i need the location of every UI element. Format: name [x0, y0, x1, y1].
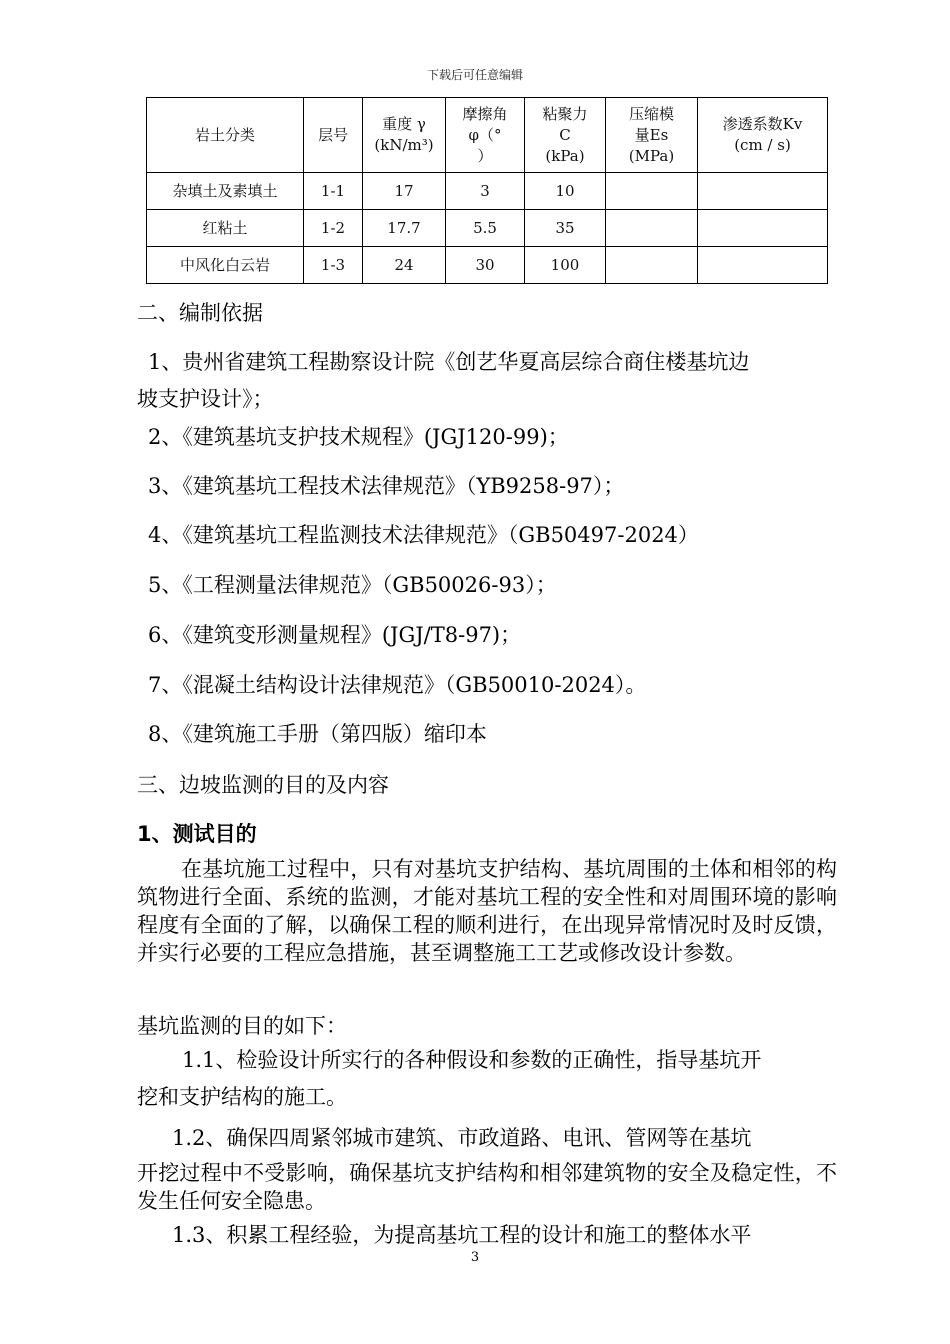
- col-header-unit-weight: 重度 γ (kN/m³): [363, 98, 446, 173]
- reference-item: 8、《建筑施工手册（第四版）缩印本: [148, 722, 487, 746]
- col-header-compression-modulus: 压缩模 量Es (MPa): [606, 98, 698, 173]
- intro-paragraph: 在基坑施工过程中，只有对基坑支护结构、基坑周围的土体和相邻的构筑物进行全面、系统的监测，才能对基坑工程的安全性和对周围环境的影响程度有全面的了解，以确保工程的顺利进行，在出现异常情况时及时反馈，并实行必要的工程应急措施，甚至调整施工工艺或修改设计参数。: [137, 857, 837, 965]
- reference-item: 7、《混凝土结构设计法律规范》（GB50010-2024）。: [148, 673, 647, 697]
- reference-item-1-line2: 坡支护设计》；: [137, 387, 274, 411]
- reference-item: 6、《建筑变形测量规程》(JGJ/T8-97)；: [148, 623, 522, 647]
- page-number: 3: [470, 1250, 480, 1265]
- section-2-heading: 二、编制依据: [137, 301, 263, 325]
- purpose-1-1-line1: 1.1、检验设计所实行的各种假设和参数的正确性，指导基坑开: [182, 1048, 762, 1072]
- reference-item: 4、《建筑基坑工程监测技术法律规范》（GB50497-2024）: [148, 523, 699, 547]
- col-header-permeability: 渗透系数Kv (cm / s): [698, 98, 828, 173]
- reference-item: 5、《工程测量法律规范》（GB50026-93）；: [148, 573, 557, 597]
- purpose-1-1-line2: 挖和支护结构的施工。: [137, 1085, 347, 1109]
- reference-item: 2、《建筑基坑支护技术规程》(JGJ120-99)；: [148, 425, 569, 449]
- col-header-friction-angle: 摩擦角 φ（° ）: [446, 98, 525, 173]
- table-row: 红粘土 1-2 17.7 5.5 35: [147, 210, 828, 247]
- table-row: 杂填土及素填土 1-1 17 3 10: [147, 173, 828, 210]
- col-header-cohesion: 粘聚力 C (kPa): [525, 98, 606, 173]
- purpose-1-2-line1: 1.2、确保四周紧邻城市建筑、市政道路、电讯、管网等在基坑: [172, 1126, 752, 1150]
- page-header: 下载后可任意编辑: [426, 68, 523, 82]
- section-3-heading: 三、边坡监测的目的及内容: [137, 773, 389, 797]
- col-header-soil-type: 岩土分类: [147, 98, 304, 173]
- purpose-label: 基坑监测的目的如下：: [137, 1014, 347, 1038]
- soil-parameter-table: [146, 97, 828, 284]
- col-header-layer-no: 层号: [304, 98, 363, 173]
- table-header-row: [147, 98, 828, 173]
- reference-item-1-line1: 1、贵州省建筑工程勘察设计院《创艺华夏高层综合商住楼基坑边: [148, 350, 750, 374]
- purpose-1-2-rest: 开挖过程中不受影响，确保基坑支护结构和相邻建筑物的安全及稳定性，不发生任何安全隐患。: [137, 1161, 837, 1213]
- reference-item: 3、《建筑基坑工程技术法律规范》（YB9258-97）；: [148, 474, 625, 498]
- table-row: 中风化白云岩 1-3 24 30 100: [147, 247, 828, 284]
- subsection-1-heading: 1、测试目的: [137, 822, 257, 846]
- purpose-1-3-line1: 1.3、积累工程经验，为提高基坑工程的设计和施工的整体水平: [172, 1223, 752, 1247]
